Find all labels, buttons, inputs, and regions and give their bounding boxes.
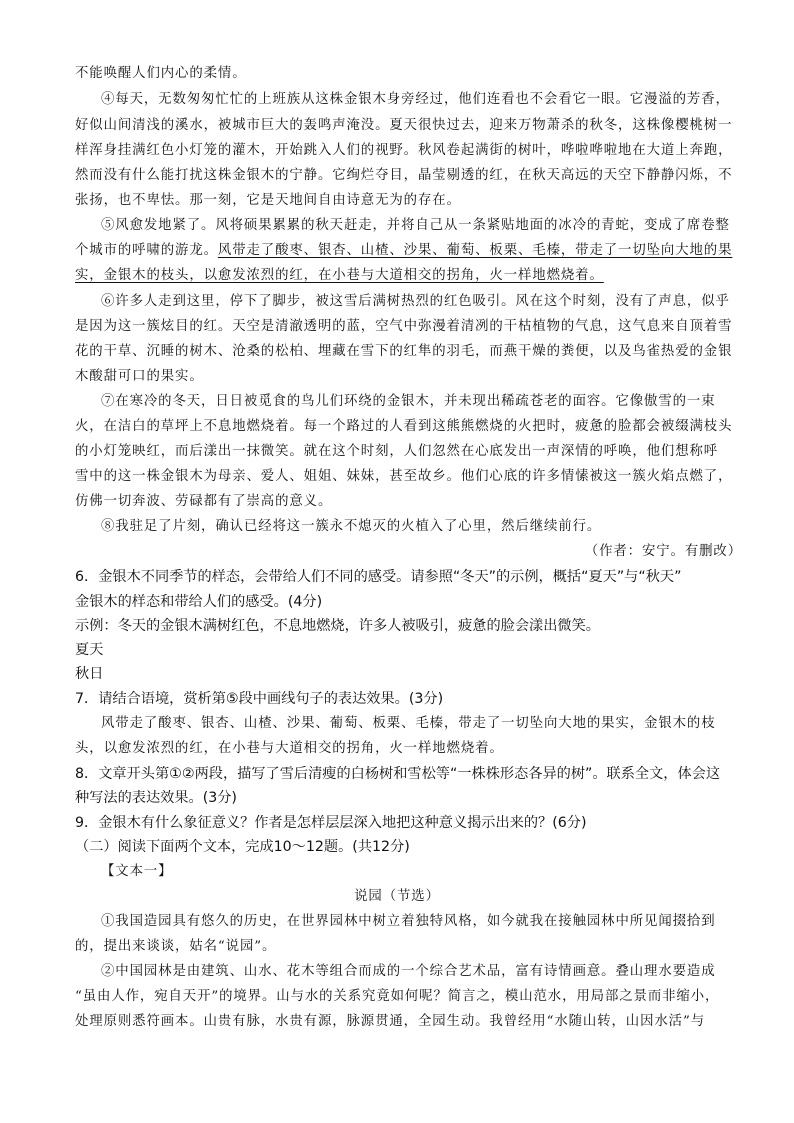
underlined-sentence-part-2: 实，金银木的枝头，以愈发浓烈的红，在小巷与大道相交的拐角，火一样地燃烧着。 (75, 268, 604, 283)
question-7-quote-line-2: 头，以愈发浓烈的红，在小巷与大道相交的拐角，火一样地燃烧着。 (75, 741, 504, 756)
paragraph-4-line-1: ④每天，无数匆匆忙忙的上班族从这株金银木身旁经过，他们连看也不会看它一眼。它漫溢的芳香， (101, 92, 730, 107)
text-one-paragraph-2-line-3: 处理原则悉符画本。山贵有脉，水贵有源，脉源贯通，全园生动。我曾经用“水随山转，山因水活”与 (75, 1014, 705, 1029)
paragraph-6-line-1: ⑥许多人走到这里，停下了脚步，被这雪后满树热烈的红色吸引。风在这个时刻，没有了声息，似乎 (101, 294, 730, 309)
text-one-paragraph-1-line-1: ①我国造园具有悠久的历史，在世界园林中树立着独特风格，如今就我在接触园林中所见闻掇拾到 (101, 914, 716, 929)
paragraph-8: ⑧我驻足了片刻，确认已经将这一簇永不熄灭的火植入了心里，然后继续前行。 (101, 519, 602, 534)
question-6-line-2: 金银木的样态和带给人们的感受。(4分) (75, 594, 323, 610)
text-one-paragraph-2-line-2: “虽由人作，宛自天开”的境界。山与水的关系究竟如何呢？简言之，模山范水，用局部之景而非缩小， (75, 989, 720, 1004)
text-one-paragraph-1-line-2: 的，提出来谈谈，姑名“说园”。 (75, 939, 277, 954)
question-8-line-1: 8．文章开头第①②两段，描写了雪后清瘦的白杨树和雪松等“一株株形态各异的树”。联系全文，体会这 (75, 766, 721, 782)
paragraph-4-line-5: 张扬，也不卑怯。那一刻，它是天地间自由诗意无为的存在。 (75, 193, 461, 208)
paragraph-5-line-1: ⑤风愈发地紧了。风将硕果累累的秋天赶走，并将自己从一条紧贴地面的冰冷的青蛇，变成了席卷整 (101, 218, 730, 233)
question-7: 7．请结合语境，赏析第⑤段中画线句子的表达效果。(3分) (75, 691, 444, 707)
question-6-line-1: 6．金银木不同季节的样态，会带给人们不同的感受。请参照“冬天”的示例，概括“夏天”与“秋天” (75, 569, 682, 585)
paragraph-7-line-2: 火，在洁白的草坪上不息地燃烧着。每一个路过的人看到这熊熊燃烧的火把时，疲惫的脸都会被缀满枝头 (75, 419, 733, 434)
paragraph-5-line-2 (75, 242, 732, 260)
answer-label-summer: 夏天 (75, 642, 104, 658)
paragraph-7-line-3: 的小灯笼映红，而后漾出一抹微笑。就在这个时刻，人们忽然在心底发出一声深情的呼唤，他们想称呼 (75, 444, 719, 459)
question-9: 9．金银木有什么象征意义？作者是怎样层层深入地把这种意义揭示出来的？(6分) (75, 815, 587, 831)
section-2-heading: （二）阅读下面两个文本，完成10～12题。(共12分) (75, 839, 410, 855)
underlined-sentence-part-1: 风带走了酸枣、银杏、山楂、沙果、葡萄、板栗、毛榛，带走了一切坠向大地的果 (217, 243, 733, 258)
paragraph-6-line-3: 花的干草、沉睡的树木、沧桑的松柏、埋藏在雪下的红隼的羽毛，而燕干燥的粪便，以及鸟雀热爱的金银 (75, 344, 733, 359)
answer-label-autumn: 秋日 (75, 666, 104, 682)
paragraph-4-line-2: 好似山间清浅的溪水，被城市巨大的轰鸣声淹没。夏天很快过去，迎来万物萧杀的秋冬，这株像樱桃树一 (75, 118, 733, 133)
paragraph-7-line-4: 雪中的这一株金银木为母亲、爱人、姐姐、妹妹，甚至故乡。他们心底的许多情愫被这一簇火焰点燃了， (75, 469, 733, 484)
text-one-paragraph-2-line-1: ②中国园林是由建筑、山水、花木等组合而成的一个综合艺术品，富有诗情画意。叠山理水要造成 (101, 964, 716, 979)
paragraph-4-line-4: 然而没有什么能打扰这株金银木的宁静。它绚烂夺目，晶莹剔透的红，在秋天高远的天空下静静闪烁，不 (75, 168, 733, 183)
author-note: （作者：安宁。有删改） (584, 544, 742, 559)
paragraph-4-line-3: 样浑身挂满红色小灯笼的灌木，开始跳入人们的视野。秋风卷起满街的树叶，哗啦哗啦地在大道上奔跑， (75, 143, 733, 158)
question-7-quote-line-1: 风带走了酸枣、银杏、山楂、沙果、葡萄、板栗、毛榛，带走了一切坠向大地的果实，金银木的枝 (101, 716, 716, 731)
text-one-title: 说园（节选） (354, 889, 440, 904)
paragraph-7-line-1: ⑦在寒冷的冬天，日日被觅食的鸟儿们环绕的金银木，并未现出稀疏苍老的面容。它像傲雪的一束 (101, 394, 716, 409)
text-one-label: 【文本一】 (101, 864, 173, 879)
paragraph-6-line-2: 是因为这一簇炫目的红。天空是清澈透明的蓝，空气中弥漫着清冽的干枯植物的气息，这气息来自顶着雪 (75, 319, 733, 334)
paragraph-5-line-2-plain: 个城市的呼啸的游龙。 (75, 243, 218, 258)
paragraph-7-line-5: 仿佛一切奔波、劳碌都有了崇高的意义。 (75, 494, 333, 509)
paragraph-6-line-4: 木酸甜可口的果实。 (75, 369, 204, 384)
question-8-line-2: 种写法的表达效果。(3分) (75, 790, 237, 806)
question-6-example: 示例：冬天的金银木满树红色，不息地燃烧，许多人被吸引，疲惫的脸会漾出微笑。 (75, 618, 600, 634)
paragraph-3-end: 不能唤醒人们内心的柔情。 (75, 66, 247, 81)
